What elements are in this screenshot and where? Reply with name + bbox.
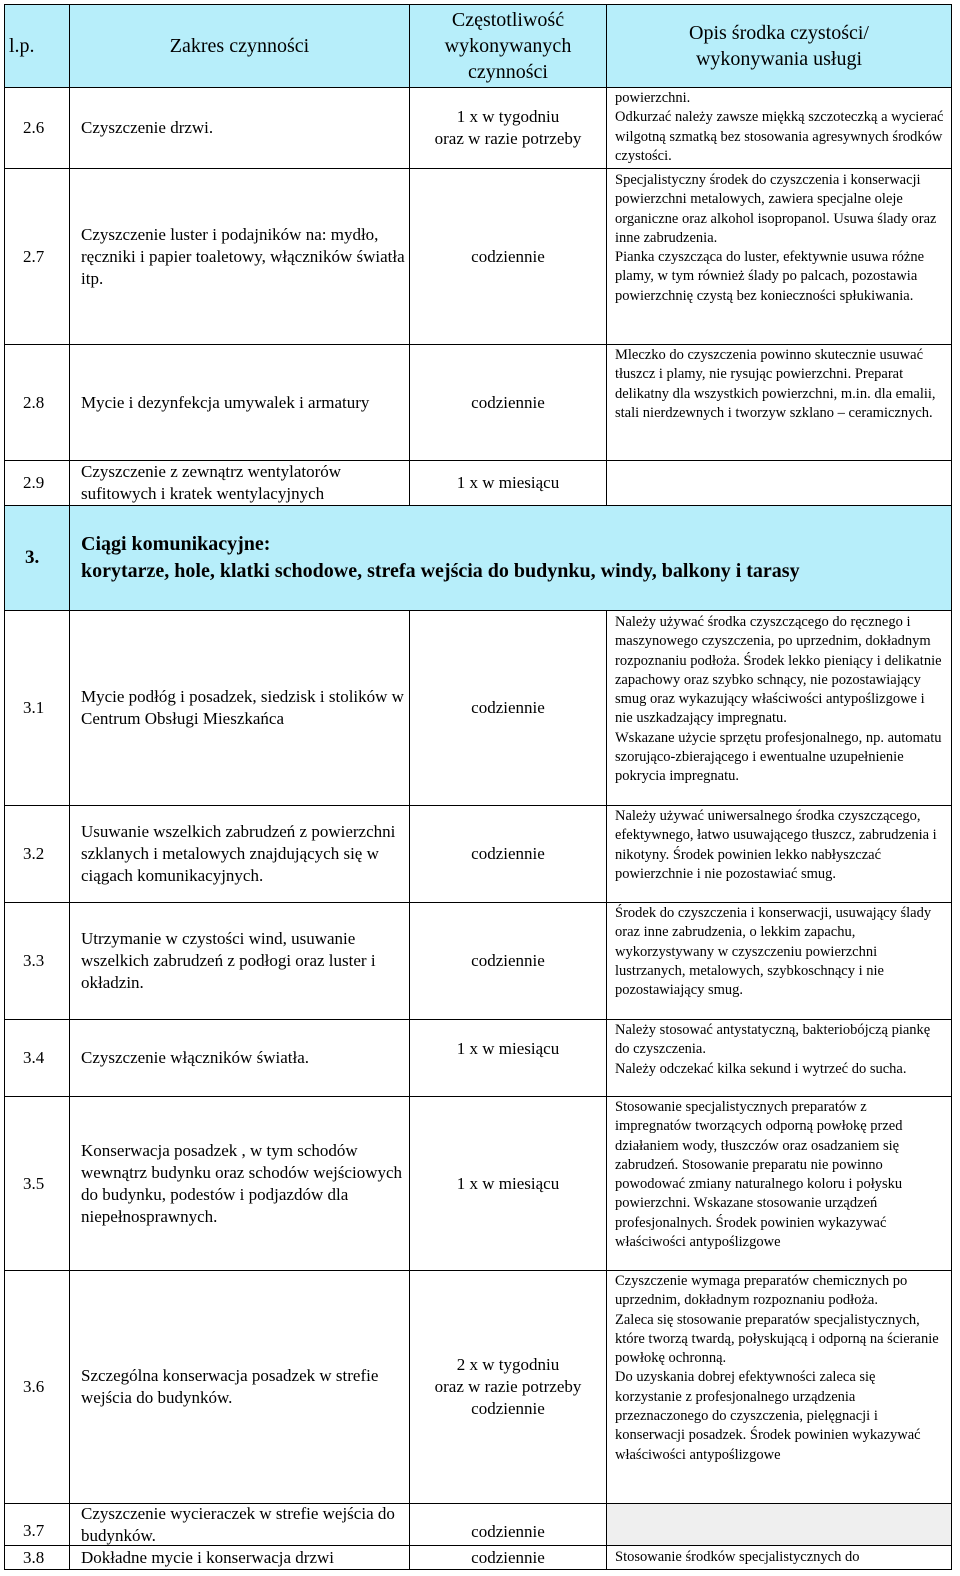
row-number: 3.8: [23, 1547, 45, 1567]
row-scope-text: Czyszczenie wycieraczek w strefie wejścia do budynków.: [81, 1503, 395, 1545]
row-number: 3.1: [23, 698, 45, 717]
header-frequency-text: Częstotliwość wykonywanych czynności: [444, 9, 572, 83]
row-number: 2.8: [23, 392, 45, 412]
row-3-6-desc: [606, 1270, 952, 1504]
header-description-text: Opis środka czystości/ wykonywania usługi: [689, 22, 869, 70]
row-3-1-num: [4, 610, 70, 806]
row-2-8-num: [4, 344, 70, 461]
row-2-8-freq: [409, 344, 607, 461]
row-frequency-text: codziennie: [471, 698, 545, 717]
row-number: 3.7: [23, 1521, 45, 1540]
row-3-5-scope: [69, 1096, 410, 1271]
row-number: 2.9: [23, 473, 45, 492]
row-scope-text: Czyszczenie z zewnątrz wentylatorów sufitowych i kratek wentylacyjnych: [81, 462, 342, 503]
row-frequency-text: codziennie: [471, 246, 545, 266]
row-3-3-freq: [409, 902, 607, 1020]
row-3-2-num: [4, 805, 70, 903]
row-3-7-num: [4, 1503, 70, 1546]
row-3-8-freq: [409, 1545, 607, 1570]
row-3-7-scope: [69, 1503, 410, 1546]
row-frequency-text: 1 x w miesiącu: [456, 1173, 560, 1193]
row-2-7-freq: [409, 168, 607, 345]
row-number: 3.4: [23, 1048, 45, 1067]
row-frequency-text: codziennie: [471, 392, 545, 412]
header-scope: [69, 4, 410, 88]
row-2-6-num: [4, 87, 70, 169]
section-3-title: [69, 505, 952, 611]
row-3-8-scope: [69, 1545, 410, 1570]
row-scope-text: Dokładne mycie i konserwacja drzwi: [81, 1547, 335, 1567]
row-3-8-desc: [606, 1545, 952, 1570]
row-number: 3.5: [23, 1173, 45, 1193]
header-scope-text: Zakres czynności: [169, 35, 310, 57]
row-description-text: Stosowanie środków specjalistycznych do: [615, 1549, 860, 1565]
row-3-6-freq: [409, 1270, 607, 1504]
section-title-line2: korytarze, hole, klatki schodowe, strefa wejścia do budynku, windy, balkony i tarasy: [81, 560, 800, 582]
row-3-2-scope: [69, 805, 410, 903]
row-number: 2.7: [23, 246, 45, 266]
row-frequency-text: 1 x w tygodniu oraz w razie potrzeby: [434, 107, 582, 148]
row-description-text: Środek do czyszczenia i konserwacji, usuwający ślady oraz inne zabrudzenia, o lekkim zapachu, wykorzystywany w czyszczeniu powierzchni lustrzanych, metalowych, szybkoschnący i nie pozostawiający smug.: [615, 905, 932, 999]
row-3-6-num: [4, 1270, 70, 1504]
row-scope-text: Usuwanie wszelkich zabrudzeń z powierzchni szklanych i metalowych znajdujących się w ciągach komunikacyjnych.: [81, 822, 396, 885]
row-frequency-text: codziennie: [471, 1547, 545, 1567]
row-2-6-freq: [409, 87, 607, 169]
row-2-9-num: [4, 460, 70, 506]
row-2-6-desc: [606, 87, 952, 169]
row-2-8-desc: [606, 344, 952, 461]
row-scope-text: Czyszczenie drzwi.: [81, 118, 214, 137]
row-description-text: Mleczko do czyszczenia powinno skutecznie usuwać tłuszcz i plamy, nie rysując powierzchni. Preparat delikatny dla wszystkich powierzchni, m.in. dla emalii, stali nierdzewnych i tworzyw szklano – ceramicznych.: [615, 347, 936, 421]
row-description-text: Należy używać uniwersalnego środka czyszczącego, efektywnego, łatwo usuwającego tłuszcz, zabrudzenia i nikotyny. Środek powinien lekko nabłyszczać powierzchnie i nie pozostawiać smug.: [615, 808, 937, 882]
row-scope-text: Szczególna konserwacja posadzek w strefie wejścia do budynków.: [81, 1366, 379, 1407]
row-3-5-num: [4, 1096, 70, 1271]
row-scope-text: Mycie i dezynfekcja umywalek i armatury: [81, 392, 370, 412]
row-frequency-text: codziennie: [471, 844, 545, 863]
row-scope-text: Mycie podłóg i posadzek, siedzisk i stolików w Centrum Obsługi Mieszkańca: [81, 687, 404, 728]
row-description-text: Należy stosować antystatyczną, bakteriobójczą piankę do czyszczenia. Należy odczekać kilka sekund i wytrzeć do sucha.: [615, 1022, 931, 1077]
row-2-7-num: [4, 168, 70, 345]
section-title-line1: Ciągi komunikacyjne:: [81, 533, 271, 555]
row-3-3-scope: [69, 902, 410, 1020]
header-lp-text: l.p.: [9, 35, 35, 57]
header-lp: [4, 4, 70, 88]
row-3-4-scope: [69, 1019, 410, 1097]
row-3-1-desc: [606, 610, 952, 806]
row-3-4-num: [4, 1019, 70, 1097]
row-3-2-freq: [409, 805, 607, 903]
row-frequency-text: 2 x w tygodniu oraz w razie potrzeby codziennie: [434, 1355, 582, 1418]
row-2-8-scope: [69, 344, 410, 461]
row-2-6-scope: [69, 87, 410, 169]
row-frequency-text: 1 x w miesiącu: [456, 1039, 560, 1058]
row-3-4-desc: [606, 1019, 952, 1097]
row-scope-text: Konserwacja posadzek , w tym schodów wewnątrz budynku oraz schodów wejściowych do budynku, podestów i podjazdów dla niepełnosprawnych.: [81, 1140, 403, 1226]
row-scope-text: Utrzymanie w czystości wind, usuwanie wszelkich zabrudzeń z podłogi oraz luster i okładzin.: [81, 929, 376, 992]
row-scope-text: Czyszczenie luster i podajników na: mydło, ręczniki i papier toaletowy, włączników światła itp.: [81, 224, 405, 288]
row-3-2-desc: [606, 805, 952, 903]
row-number: 2.6: [23, 118, 45, 137]
row-frequency-text: codziennie: [471, 1522, 545, 1541]
row-3-6-scope: [69, 1270, 410, 1504]
row-description-text: Należy używać środka czyszczącego do ręcznego i maszynowego czyszczenia, po uprzednim, dokładnym rozpoznaniu podłoża. Środek lekko pieniący i delikatnie zapachowy oraz szybko schnący, nie pozostawiający smug oraz wykazujący właściwości antypoślizgowe i nie uszkadzający impregnatu. Wskazane użycie sprzętu profesjonalnego, np. automatu szorująco-zbierającego i ewentualne uzupełnienie pokrycia impregnatu.: [615, 614, 942, 785]
row-3-3-desc: [606, 902, 952, 1020]
header-frequency: [409, 4, 607, 88]
row-3-1-scope: [69, 610, 410, 806]
row-number: 3.2: [23, 844, 45, 863]
row-description-text: powierzchni. Odkurzać należy zawsze miękką szczoteczką a wycierać wilgotną szmatką bez stosowania agresywnych środków czystości.: [615, 90, 944, 164]
row-3-7-freq: [409, 1503, 607, 1546]
row-3-7-desc: [606, 1503, 952, 1546]
cleaning-schedule-table: [4, 4, 952, 1570]
row-2-9-freq: [409, 460, 607, 506]
row-3-4-freq: [409, 1019, 607, 1097]
row-2-9-desc: [606, 460, 952, 506]
row-description-text: Stosowanie specjalistycznych preparatów z impregnatów tworzących odporną powłokę przed działaniem wody, tłuszczów oraz osadzaniem się zabrudzeń. Stosowanie preparatu nie powinno powodować zmiany naturalnego koloru i połysku powierzchni. Wskazane stosowanie urządzeń profesjonalnych. Środek powinien wykazywać właściwości antypoślizgowe: [615, 1099, 903, 1251]
section-3-number: [4, 505, 70, 611]
row-scope-text: Czyszczenie włączników światła.: [81, 1048, 309, 1067]
row-number: 3.3: [23, 951, 45, 970]
row-2-7-scope: [69, 168, 410, 345]
row-frequency-text: codziennie: [471, 951, 545, 970]
row-number: 3.6: [23, 1377, 45, 1396]
row-3-3-num: [4, 902, 70, 1020]
row-3-8-num: [4, 1545, 70, 1570]
row-2-9-scope: [69, 460, 410, 506]
header-description: [606, 4, 952, 88]
row-description-text: Specjalistyczny środek do czyszczenia i konserwacji powierzchni metalowych, zawiera specjalne oleje organiczne oraz alkohol isopropanol. Usuwa ślady oraz inne zabrudzenia. Pianka czyszcząca do luster, efektywnie usuwa różne plamy, w tym również ślady po palcach, pozostawia powierzchnię czystą bez konieczności spłukiwania.: [615, 172, 937, 304]
row-3-5-freq: [409, 1096, 607, 1271]
row-3-1-freq: [409, 610, 607, 806]
row-3-5-desc: [606, 1096, 952, 1271]
row-2-7-desc: [606, 168, 952, 345]
row-frequency-text: 1 x w miesiącu: [456, 473, 560, 492]
row-description-text: Czyszczenie wymaga preparatów chemicznych po uprzednim, dokładnym rozpoznaniu podłoża. Zaleca się stosowanie preparatów specjalistycznych, które tworzą twardą, połyskującą i odporną na ścieranie powłokę ochronną. Do uzyskania dobrej efektywności zaleca się korzystanie z profesjonalnego urządzenia przeznaczonego do czyszczenia, pielęgnacji i konserwacji posadzek. Środek powinien wykazywać właściwości antypoślizgowe: [615, 1273, 939, 1463]
section-number-text: 3.: [25, 547, 40, 568]
